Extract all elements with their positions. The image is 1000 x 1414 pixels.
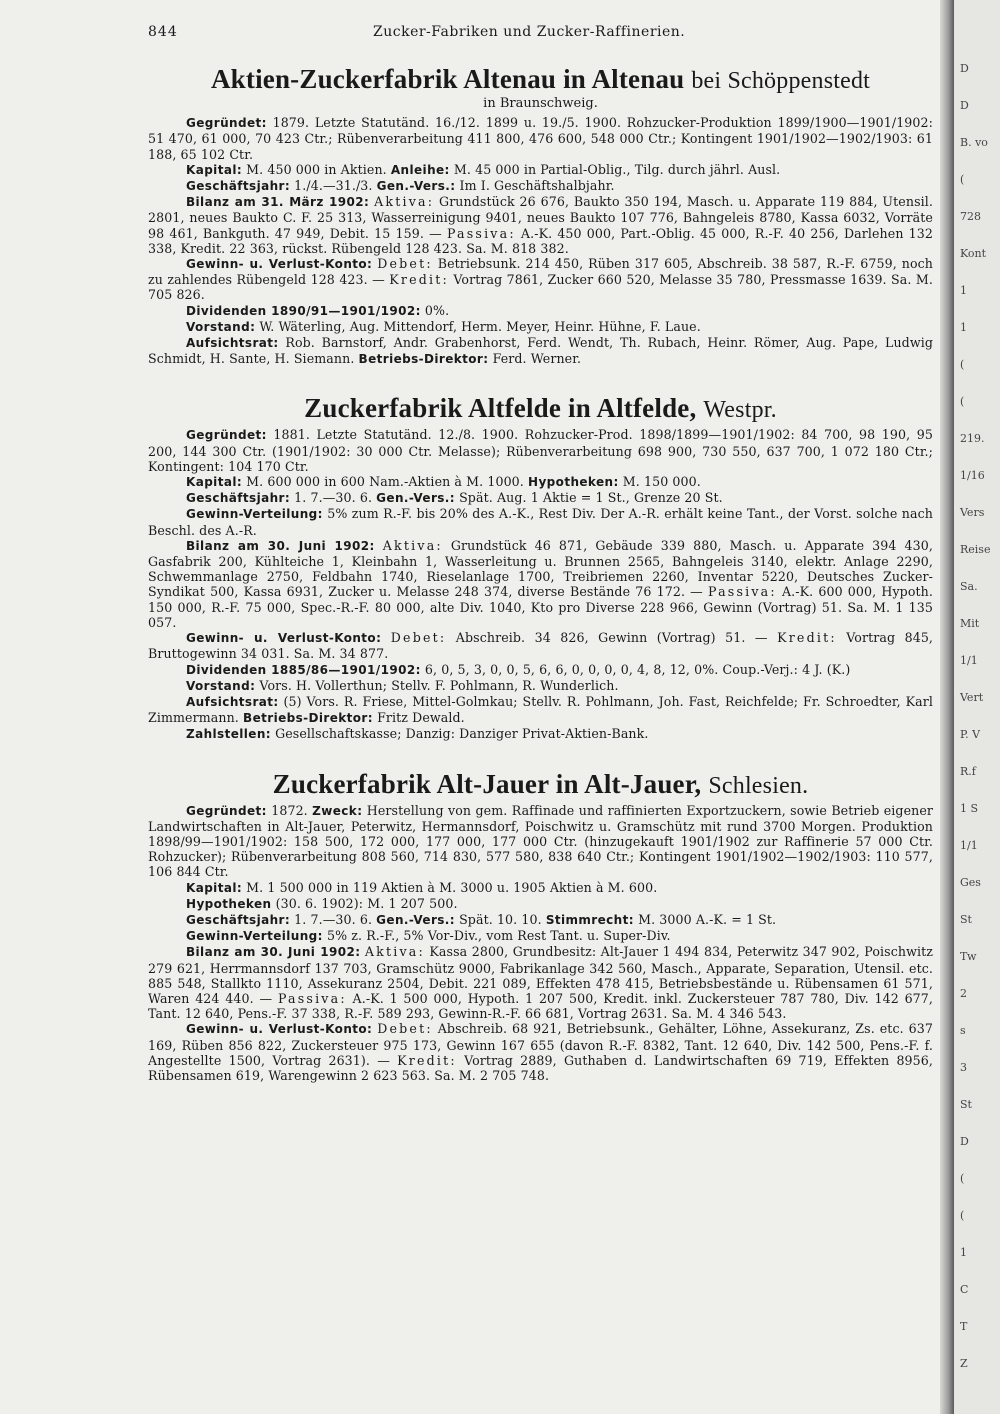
field-text: Abschreib. 34 826, Gewinn (Vortrag) 51. — xyxy=(455,630,768,646)
field-text: (5) Vors. R. Friese, Mittel-Golmkau; Stellv. R. Pohlmann, Joh. Fast, Reichfelde; Fr. Schroedter, Karl Zimmermann. xyxy=(148,693,933,726)
field-label: Gewinn- u. Verlust-Konto: xyxy=(186,1022,373,1037)
field-label: Gewinn-Verteilung: xyxy=(186,929,323,944)
field-label: Stimmrecht: xyxy=(545,912,634,927)
field-label: Zahlstellen: xyxy=(186,727,271,742)
field-text: 5% zum R.-F. bis 20% des A.-K., Rest Div. Der A.-R. erhält keine Tant., der Vorst. solche nach Beschl. des A.-R. xyxy=(148,506,933,538)
entry-paragraph xyxy=(148,319,933,335)
account-side-label: Aktiva: xyxy=(364,944,425,960)
entry-paragraph xyxy=(148,490,933,506)
entry-paragraph xyxy=(148,474,933,490)
field-text: 1872. xyxy=(271,802,308,818)
facing-page-fragment: T xyxy=(960,1320,968,1333)
facing-page-fragment: R.f xyxy=(960,765,976,778)
field-label: Hypotheken xyxy=(186,896,272,911)
field-label: Anleihe: xyxy=(390,162,450,177)
facing-page-fragment: Vert xyxy=(960,691,984,704)
facing-page-fragment: ( xyxy=(960,1209,965,1222)
field-label: Vorstand: xyxy=(186,319,256,334)
field-text: M. 1 500 000 in 119 Aktien à M. 3000 u. 1905 Aktien à M. 600. xyxy=(246,879,658,895)
field-text: A.-K. 450 000, Part.-Oblig. 45 000, R.-F. 40 256, Darlehen 132 338, Kredit. 22 363, rückst. Rübengeld 128 423. Sa. M. 818 382. xyxy=(148,225,934,256)
field-text: W. Wäterling, Aug. Mittendorf, Herm. Meyer, Heinr. Hühne, F. Laue. xyxy=(259,318,701,334)
field-text: (30. 6. 1902): M. 1 207 500. xyxy=(275,895,458,911)
facing-page-fragment: 3 xyxy=(960,1061,967,1074)
field-label: Vorstand: xyxy=(186,678,256,693)
entry-subtitle: in Braunschweig. xyxy=(483,96,598,111)
entry-spacer xyxy=(148,377,933,391)
account-side-label: Debet: xyxy=(377,256,433,272)
field-text: Herstellung von gem. Raffinade und raffinierten Exportzuckern, sowie Betrieb eigener Landwirtschaften in Alt-Jauer, Peterwitz, Hermannsdorf, Poischwitz u. Gramschütz mit rund 3700 Morgen. Produktion 1898/99—1901/1902: 158 500, 172 000, 177 000, 177 000 Ctr. (hinzugekauft 1901/1902 zur Raffinerie 57 000 Ctr. Rohzucker); Rübenverarbeitung 808 560, 714 830, 577 580, 838 640 Ctr.; Kontingent 1901/1902—1902/1903: 110 577, 106 844 Ctr. xyxy=(148,802,934,880)
field-label: Bilanz am 30. Juni 1902: xyxy=(186,538,375,553)
facing-page-fragment: St xyxy=(960,1098,972,1111)
field-label: Betriebs-Direktor: xyxy=(243,711,373,726)
field-text: Abschreib. 68 921, Betriebsunk., Gehälter, Löhne, Assekuranz, Zs. etc. 637 169, Rüben 856 822, Zuckersteuer 975 173, Gewinn 167 655 (davon R.-F. 8382, Tant. 12 640, Div. 142 500, Pens.-F. f. Angestellte 1500, Vortrag 2631). — xyxy=(148,1021,934,1068)
entry-paragraph xyxy=(148,944,933,1021)
facing-page-fragment: ( xyxy=(960,173,965,186)
facing-page-fragment: B. vo xyxy=(960,136,988,149)
entry-paragraph xyxy=(148,1021,933,1083)
facing-page-fragment: P. V xyxy=(960,728,981,741)
field-label: Geschäftsjahr: xyxy=(186,179,291,194)
company-region: Westpr. xyxy=(703,397,777,424)
field-text: 1879. Letzte Statutänd. 16./12. 1899 u. 19./5. 1900. Rohzucker-Produktion 1899/1900—1901/1902: 51 470, 61 000, 70 423 Ctr.; Rübenverarbeitung 411 800, 476 600, 548 000 Ctr.; Kontingent 1901/1902—1902/1903: 61 188, 65 102 Ctr. xyxy=(148,115,933,162)
facing-page-fragment: Kont xyxy=(960,247,987,260)
field-text: Kassa 2800, Grundbesitz: Alt-Jauer 1 494 834, Peterwitz 347 902, Poischwitz 279 621, Herrmannsdorf 137 703, Gramschütz 9000, Fabrikanlage 342 560, Masch., Apparate, Separation, Utensil. etc. 885 548, Stallkto 1110, Assekuranz 2504, Debit. 221 089, Effekten 478 415, Betriebsbestände u. Rübensamen 61 571, Waren 424 440. — xyxy=(148,944,933,1006)
field-label: Gewinn-Verteilung: xyxy=(186,507,323,522)
entry-paragraph xyxy=(148,506,933,537)
field-label: Zweck: xyxy=(312,803,363,818)
entry-paragraph xyxy=(148,162,933,178)
account-side-label: Aktiva: xyxy=(374,194,435,210)
facing-page-fragment: 728 xyxy=(960,210,981,223)
entry-paragraph xyxy=(148,115,933,162)
entry-paragraph xyxy=(148,194,933,256)
field-label: Gegründet: xyxy=(186,116,267,131)
field-label: Gen.-Vers.: xyxy=(376,179,456,194)
entry-paragraph xyxy=(148,803,933,880)
field-label: Geschäftsjahr: xyxy=(186,491,291,506)
field-text: Im I. Geschäftshalbjahr. xyxy=(459,178,615,194)
facing-page-fragment: 1 xyxy=(960,1246,967,1259)
page-content xyxy=(148,62,933,1093)
field-text: Grundstück 46 871, Gebäude 339 880, Masch. u. Apparate 394 430, Gasfabrik 200, Kühlteiche 1, Kleinbahn 1, Wasserleitung u. Brunnen 2565, Bahngeleis 3140, elektr. Anlage 2290, Schwemmanlage 2750, Feldbahn 1740, Rieselanlage 1700, Treibriemen 2260, Inventar 5220, Deutsches Zucker-Syndikat 500, Kassa 6931, Zucker u. Melasse 248 374, diverse Bestände 76 172. — xyxy=(148,537,933,600)
field-text: 0%. xyxy=(424,302,450,318)
entry-paragraph xyxy=(148,896,933,912)
field-text: Betriebsunk. 214 450, Rüben 317 605, Abschreib. 38 587, R.-F. 6759, noch zu zahlendes Rübengeld 128 423. — xyxy=(148,256,934,288)
field-text: 5% z. R.-F., 5% Vor-Div., vom Rest Tant. u. Super-Div. xyxy=(326,928,671,944)
entry-paragraph xyxy=(148,303,933,319)
company-entry xyxy=(148,62,933,367)
field-label: Gegründet: xyxy=(186,428,267,443)
entry-paragraph xyxy=(148,538,933,630)
field-text: Vortrag 845, Bruttogewinn 34 031. Sa. M. 34 877. xyxy=(148,630,934,662)
field-text: M. 3000 A.-K. = 1 St. xyxy=(638,911,777,927)
field-label: Gen.-Vers.: xyxy=(376,912,455,927)
entry-paragraph xyxy=(148,726,933,742)
entry-paragraph xyxy=(148,912,933,928)
facing-page-fragment: 1 xyxy=(960,284,967,297)
field-text: Vortrag 7861, Zucker 660 520, Melasse 35 780, Pressmasse 1639. Sa. M. 705 826. xyxy=(148,272,933,303)
facing-page-fragment: D xyxy=(960,99,969,112)
field-label: Dividenden 1885/86—1901/1902: xyxy=(186,662,421,677)
account-side-label: Passiva: xyxy=(446,225,516,241)
entry-paragraph xyxy=(148,880,933,896)
facing-page-fragment: 1 xyxy=(960,321,967,334)
page-number: 844 xyxy=(148,24,178,40)
facing-page-fragment: ( xyxy=(960,1172,965,1185)
facing-page-fragment: 219. xyxy=(960,432,985,445)
account-side-label: Passiva: xyxy=(277,990,347,1006)
field-label: Gewinn- u. Verlust-Konto: xyxy=(186,257,373,272)
facing-page-fragment: Mit xyxy=(960,617,980,630)
field-text: Fritz Dewald. xyxy=(377,710,465,726)
facing-page-fragment: Vers xyxy=(960,506,985,519)
company-name: Aktien-Zuckerfabrik Altenau in Altenau xyxy=(210,64,685,94)
field-label: Betriebs-Direktor: xyxy=(358,352,489,367)
field-label: Aufsichtsrat: xyxy=(186,694,279,709)
field-label: Gen.-Vers.: xyxy=(376,491,455,506)
account-side-label: Debet: xyxy=(390,630,447,646)
entry-paragraph xyxy=(148,694,933,726)
running-head: Zucker-Fabriken und Zucker-Raffinerien. xyxy=(373,24,686,40)
entry-paragraph xyxy=(148,427,933,474)
facing-page-fragment: St xyxy=(960,913,972,926)
facing-page-fragment: s xyxy=(960,1024,966,1037)
account-side-label: Kredit: xyxy=(389,272,449,288)
field-text: Vors. H. Vollerthun; Stellv. F. Pohlmann, R. Wunderlich. xyxy=(259,677,619,693)
company-name: Zuckerfabrik Alt-Jauer in Alt-Jauer, xyxy=(272,768,702,799)
book-gutter xyxy=(940,0,954,1414)
entry-paragraph xyxy=(148,678,933,694)
field-text: Gesellschaftskasse; Danzig: Danziger Privat-Aktien-Bank. xyxy=(275,726,649,742)
entry-paragraph xyxy=(148,256,933,303)
field-label: Geschäftsjahr: xyxy=(186,912,291,927)
field-text: M. 450 000 in Aktien. xyxy=(246,161,387,177)
facing-page-fragment: 1/1 xyxy=(960,839,978,852)
field-label: Dividenden 1890/91—1901/1902: xyxy=(186,303,421,318)
facing-page-fragment: ( xyxy=(960,358,965,371)
entry-title xyxy=(148,62,933,98)
field-label: Bilanz am 30. Juni 1902: xyxy=(186,945,361,960)
facing-page-fragment: 1/16 xyxy=(960,469,985,482)
company-entry xyxy=(148,767,933,1084)
company-region: Schlesien. xyxy=(708,772,809,799)
company-name: Zuckerfabrik Altfelde in Altfelde, xyxy=(304,393,697,424)
company-entry xyxy=(148,391,933,742)
field-text: Ferd. Werner. xyxy=(492,351,582,367)
account-side-label: Passiva: xyxy=(707,584,777,600)
facing-page-fragment: Z xyxy=(960,1357,968,1370)
field-label: Kapital: xyxy=(186,880,243,895)
facing-page-fragment: ( xyxy=(960,395,965,408)
field-text: Vortrag 2889, Guthaben d. Landwirtschaften 69 719, Effekten 8956, Rübensamen 619, Warengewinn 2 623 563. Sa. M. 2 705 748. xyxy=(148,1052,933,1083)
entry-spacer xyxy=(148,753,933,767)
facing-page-edge xyxy=(954,0,1000,1414)
entry-paragraph xyxy=(148,662,933,678)
field-text: M. 150 000. xyxy=(622,474,701,490)
field-label: Kapital: xyxy=(186,475,243,490)
facing-page-fragment: D xyxy=(960,1135,969,1148)
facing-page-fragment: Tw xyxy=(960,950,977,963)
entry-paragraph xyxy=(148,630,933,661)
field-text: 1. 7.—30. 6. xyxy=(294,911,373,927)
account-side-label: Kredit: xyxy=(397,1052,457,1068)
company-region: bei Schöppenstedt xyxy=(691,68,871,94)
field-text: 1. 7.—30. 6. xyxy=(294,490,373,506)
field-text: Spät. Aug. 1 Aktie = 1 St., Grenze 20 St. xyxy=(459,490,723,506)
field-label: Gewinn- u. Verlust-Konto: xyxy=(186,631,382,646)
field-label: Aufsichtsrat: xyxy=(186,336,279,351)
field-label: Bilanz am 31. März 1902: xyxy=(186,195,370,210)
field-label: Kapital: xyxy=(186,162,243,177)
facing-page-fragment: 1 S xyxy=(960,802,979,815)
facing-page-fragment: 2 xyxy=(960,987,967,1000)
field-text: 6, 0, 5, 3, 0, 0, 5, 6, 6, 0, 0, 0, 0, 4, 8, 12, 0%. Coup.-Verj.: 4 J. (K.) xyxy=(424,661,851,677)
field-label: Gegründet: xyxy=(186,803,267,818)
field-text: A.-K. 1 500 000, Hypoth. 1 207 500, Kredit. inkl. Zuckersteuer 787 780, Div. 142 677, Tant. 12 640, Pens.-F. 37 338, R.-F. 589 293, Gewinn-R.-F. 66 681, Vortrag 2631. Sa. M. 4 346 543. xyxy=(148,990,934,1022)
entry-title xyxy=(148,391,933,427)
account-side-label: Debet: xyxy=(377,1021,433,1037)
field-text: M. 600 000 in 600 Nam.-Aktien à M. 1000. xyxy=(246,474,524,490)
field-text: Spät. 10. 10. xyxy=(459,911,542,927)
entry-paragraph xyxy=(148,335,933,367)
page-header xyxy=(148,24,918,46)
facing-page-fragment: C xyxy=(960,1283,969,1296)
field-text: M. 45 000 in Partial-Oblig., Tilg. durch jährl. Ausl. xyxy=(453,161,781,177)
facing-page-fragment: Sa. xyxy=(960,580,978,593)
field-text: Rob. Barnstorf, Andr. Grabenhorst, Ferd. Wendt, Th. Rubach, Heinr. Römer, Aug. Pape, Ludwig Schmidt, H. Sante, H. Siemann. xyxy=(148,335,933,367)
entry-title xyxy=(148,767,933,803)
entry-paragraph xyxy=(148,928,933,944)
entry-paragraph xyxy=(148,178,933,194)
facing-page-fragment: Reise xyxy=(960,543,991,556)
field-label: Hypotheken: xyxy=(528,475,619,490)
field-text: 1881. Letzte Statutänd. 12./8. 1900. Rohzucker-Prod. 1898/1899—1901/1902: 84 700, 98 190, 95 200, 144 300 Ctr. (1901/1902: 30 000 Ctr. Melasse); Rübenverarbeitung 698 900, 730 550, 637 700, 1 072 180 Ctr.; Kontingent: 104 170 Ctr. xyxy=(148,427,933,474)
account-side-label: Kredit: xyxy=(777,630,837,646)
facing-page-fragment: D xyxy=(960,62,969,75)
field-text: Grundstück 26 676, Baukto 350 194, Masch. u. Apparate 119 884, Utensil. 2801, neues Baukto C. F. 25 313, Wasserreinigung 9401, neues Baukto 107 776, Bahngeleis 8780, Kassa 6032, Vorräte 98 461, Bankguth. 47 949, Debit. 15 159. — xyxy=(148,194,933,241)
account-side-label: Aktiva: xyxy=(382,537,443,553)
field-text: A.-K. 600 000, Hypoth. 150 000, R.-F. 75 000, Spec.-R.-F. 80 000, alte Div. 1040, Kto pro Diverse 228 966, Gewinn (Vortrag) 51. Sa. M. 1 135 057. xyxy=(148,584,933,630)
field-text: 1./4.—31./3. xyxy=(294,178,373,194)
facing-page-fragment: Ges xyxy=(960,876,981,889)
facing-page-fragment: 1/1 xyxy=(960,654,978,667)
